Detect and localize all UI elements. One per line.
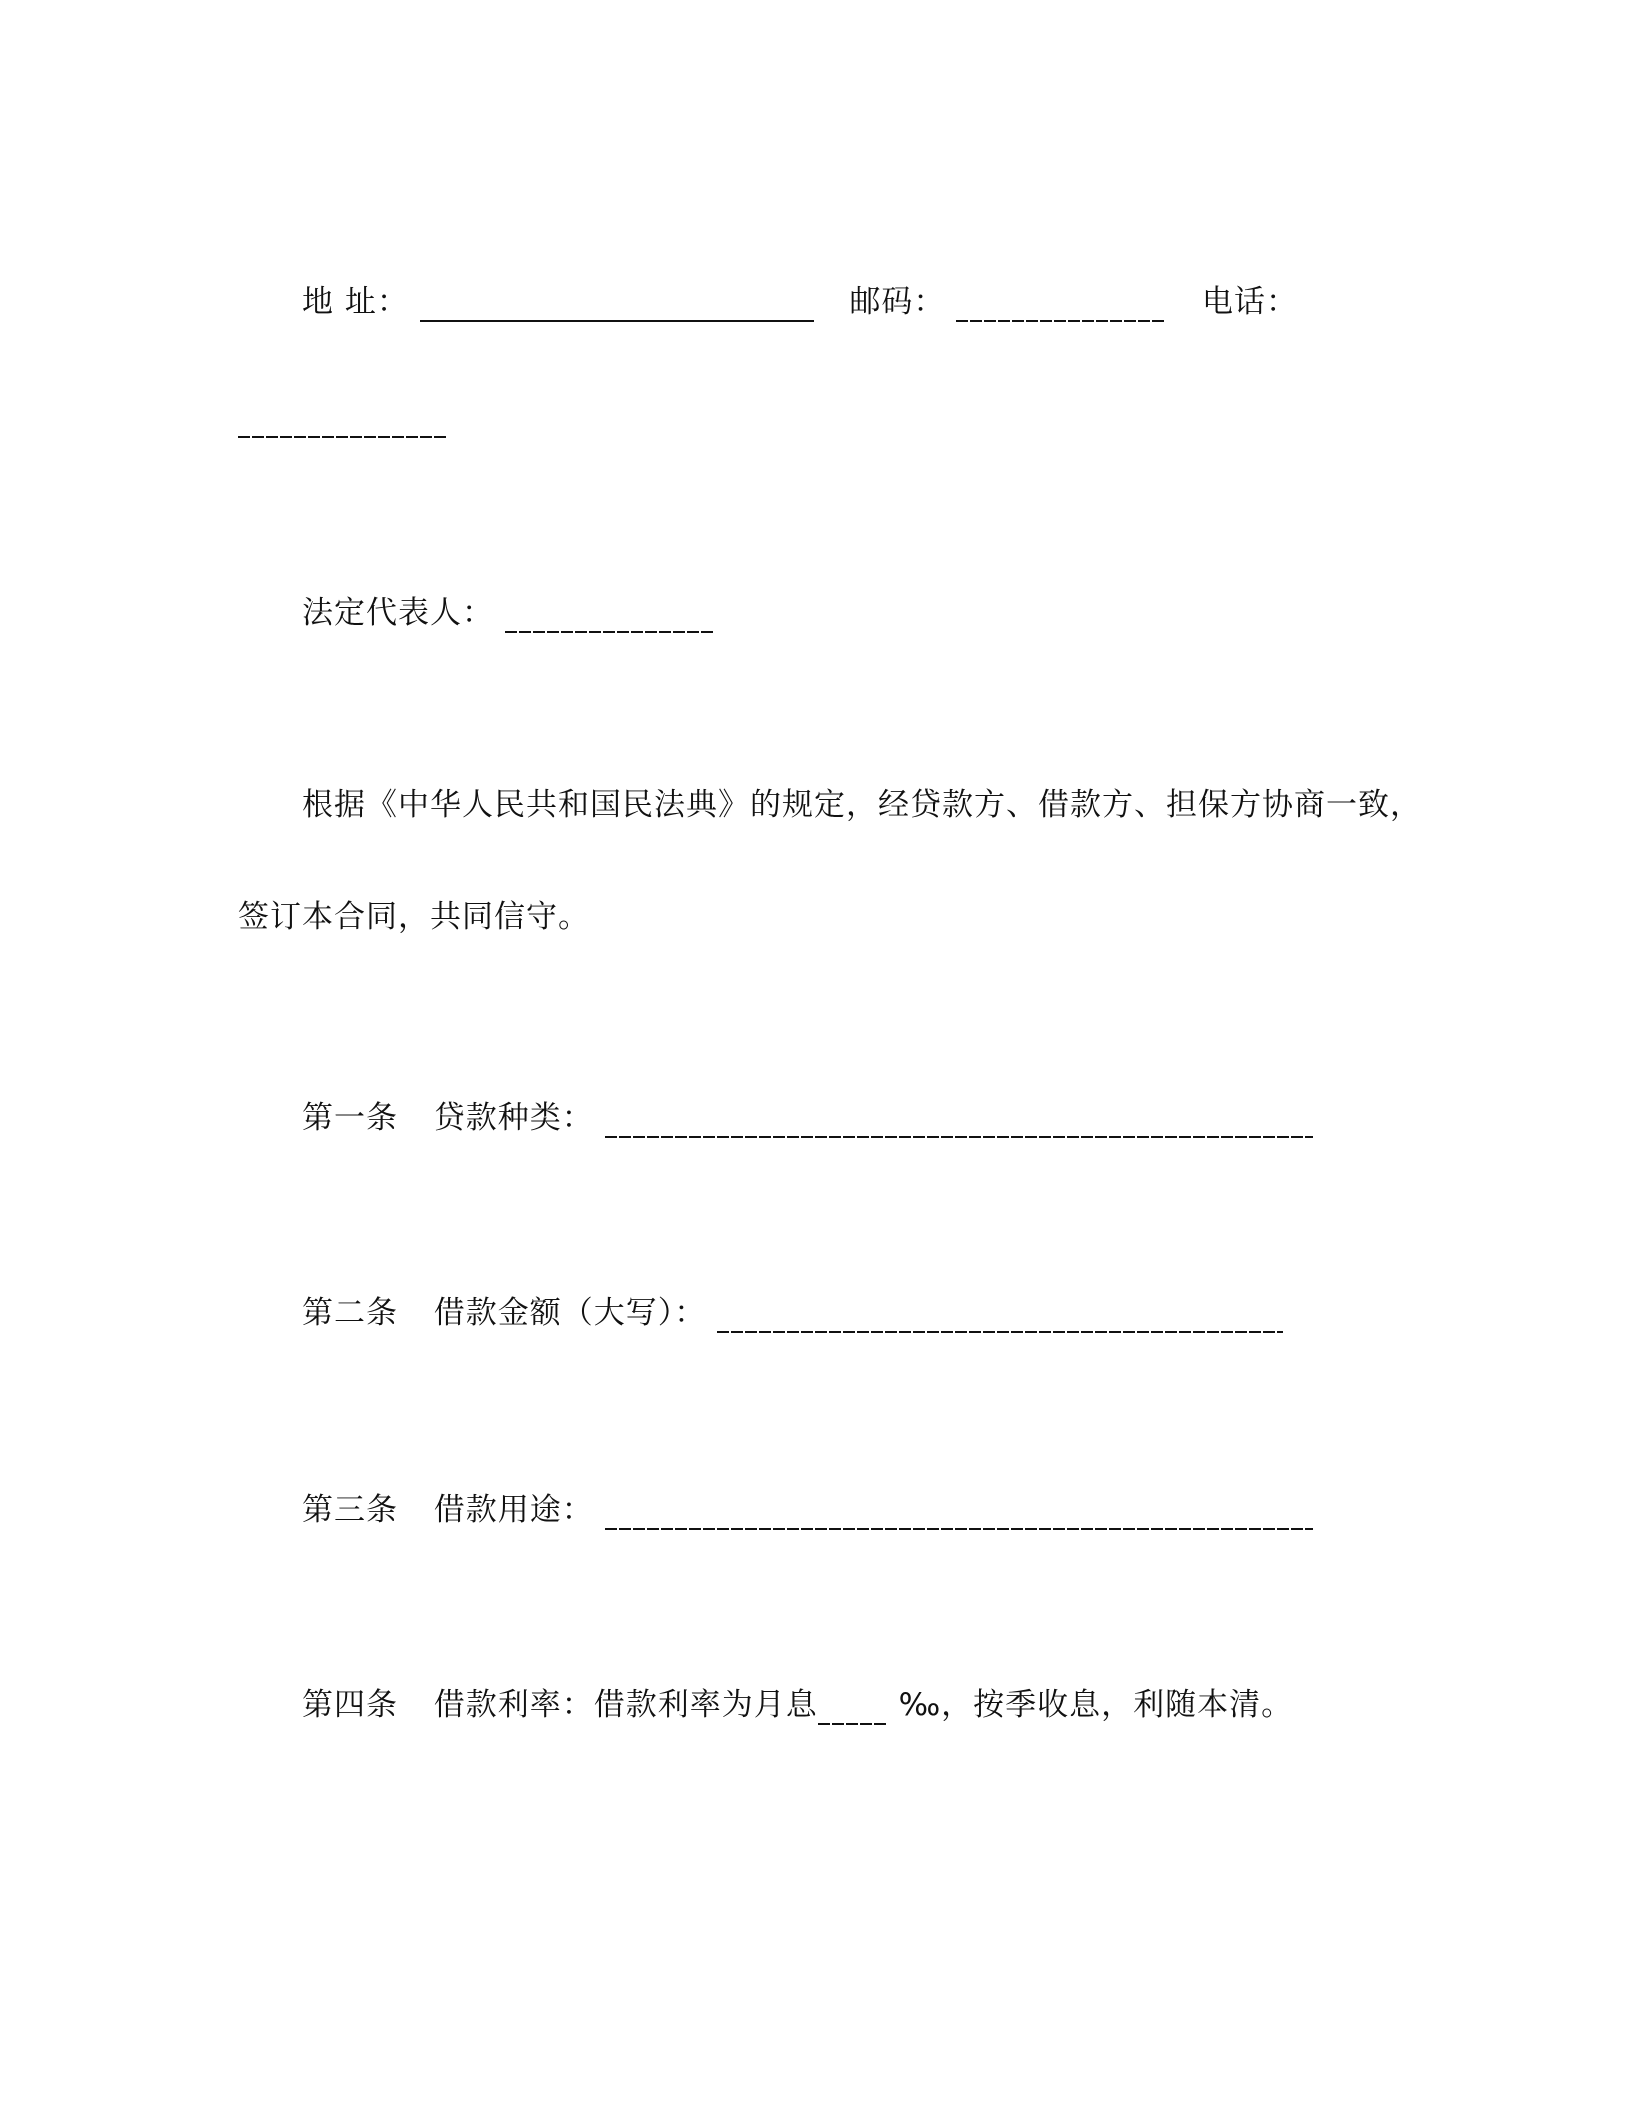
- article-4-text-after: ‰，按季收息，利随本清。: [887, 1687, 1294, 1723]
- address-blank[interactable]: [420, 290, 814, 322]
- postcode-label: 邮码：: [849, 284, 946, 320]
- loan-purpose-blank[interactable]: [605, 1500, 1313, 1530]
- article-4: [302, 1685, 1293, 1725]
- loan-type-blank[interactable]: [605, 1108, 1313, 1138]
- preamble-line-2: 签订本合同，共同信守。: [238, 899, 590, 935]
- article-3-number: 第三条: [302, 1492, 398, 1528]
- loan-amount-blank[interactable]: [717, 1303, 1283, 1333]
- article-1-title: 贷款种类：: [433, 1100, 594, 1136]
- article-1: [302, 1098, 1313, 1138]
- address-label: 地 址：: [302, 284, 409, 320]
- postcode-blank[interactable]: [956, 292, 1166, 322]
- legal-rep-line: [302, 593, 715, 633]
- article-3-title: 借款用途：: [433, 1492, 594, 1528]
- phone-blank[interactable]: [238, 408, 448, 438]
- article-2-title: 借款金额（大写）：: [433, 1295, 707, 1331]
- phone-continuation-line: [238, 398, 448, 438]
- preamble-line-1: 根据《中华人民共和国民法典》的规定，经贷款方、借款方、担保方协商一致，: [302, 787, 1422, 823]
- address-line: [302, 282, 1298, 322]
- article-1-number: 第一条: [302, 1100, 398, 1136]
- legal-rep-blank[interactable]: [505, 603, 715, 633]
- article-4-number: 第四条: [302, 1687, 398, 1723]
- interest-rate-blank[interactable]: [818, 1695, 888, 1725]
- article-4-text-before: 借款利率为月息: [593, 1687, 818, 1723]
- article-2: [302, 1293, 1283, 1333]
- article-2-number: 第二条: [302, 1295, 398, 1331]
- article-4-title: 借款利率：: [433, 1687, 594, 1723]
- legal-rep-label: 法定代表人：: [302, 595, 494, 631]
- phone-label: 电话：: [1202, 284, 1299, 320]
- article-3: [302, 1490, 1313, 1530]
